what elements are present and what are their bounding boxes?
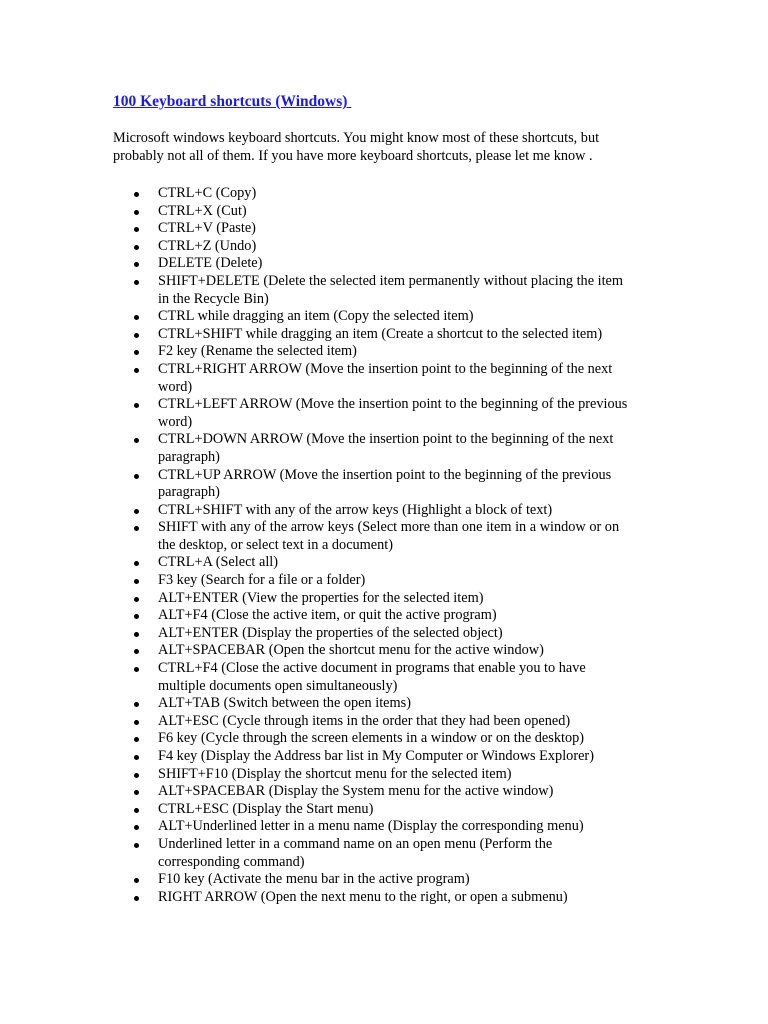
shortcut-list-item (113, 361, 673, 396)
shortcut-list-item (113, 273, 673, 308)
bullet-icon (134, 614, 139, 619)
shortcut-text: ALT+Underlined letter in a menu name (Display the corresponding menu) (158, 818, 584, 835)
shortcut-list-item (113, 220, 673, 238)
shortcut-list-item (113, 396, 673, 431)
shortcut-list (113, 185, 673, 906)
shortcut-text: ALT+SPACEBAR (Open the shortcut menu for the active window) (158, 642, 544, 659)
shortcut-text: ALT+ENTER (View the properties for the selected item) (158, 589, 484, 606)
shortcut-text: CTRL+A (Select all) (158, 554, 279, 571)
shortcut-text: corresponding command) (158, 853, 305, 870)
shortcut-list-item (113, 343, 673, 361)
shortcut-text: ALT+ESC (Cycle through items in the order that they had been opened) (158, 712, 571, 729)
shortcut-list-item (113, 642, 673, 660)
shortcut-list-item (113, 766, 673, 784)
shortcut-text: CTRL+DOWN ARROW (Move the insertion point to the beginning of the next (158, 431, 614, 448)
shortcut-text: SHIFT+F10 (Display the shortcut menu for the selected item) (158, 765, 512, 782)
shortcut-list-item (113, 695, 673, 713)
shortcut-list-item (113, 660, 673, 695)
shortcut-text: F2 key (Rename the selected item) (158, 343, 357, 360)
bullet-icon (134, 368, 139, 373)
shortcut-list-item (113, 871, 673, 889)
shortcut-text: CTRL+UP ARROW (Move the insertion point to the beginning of the previous (158, 466, 612, 483)
shortcut-text: CTRL+RIGHT ARROW (Move the insertion point to the beginning of the next (158, 360, 613, 377)
shortcut-text: F3 key (Search for a file or a folder) (158, 572, 366, 589)
shortcut-list-item (113, 607, 673, 625)
shortcut-list-item (113, 431, 673, 466)
shortcut-list-item (113, 203, 673, 221)
shortcut-text: multiple documents open simultaneously) (158, 677, 398, 694)
shortcut-text: F6 key (Cycle through the screen elements in a window or on the desktop) (158, 730, 585, 747)
shortcut-text: ALT+SPACEBAR (Display the System menu for the active window) (158, 783, 554, 800)
shortcut-text: CTRL+C (Copy) (158, 185, 257, 201)
shortcut-text: the desktop, or select text in a document) (158, 536, 394, 553)
shortcut-list-item (113, 590, 673, 608)
shortcut-text: ALT+ENTER (Display the properties of the selected object) (158, 624, 503, 641)
shortcut-list-item (113, 801, 673, 819)
shortcut-text: ALT+F4 (Close the active item, or quit the active program) (158, 607, 497, 624)
bullet-icon (134, 720, 139, 725)
shortcut-text: word) (158, 378, 193, 395)
bullet-icon (134, 315, 139, 320)
document-title-link[interactable]: 100 Keyboard shortcuts (Windows) (113, 93, 352, 110)
shortcut-text: F4 key (Display the Address bar list in My Computer or Windows Explorer) (158, 748, 594, 764)
shortcut-text: paragraph) (158, 484, 220, 501)
bullet-icon (134, 649, 139, 654)
shortcut-list-item (113, 185, 673, 203)
bullet-icon (134, 843, 139, 848)
shortcut-list-item (113, 238, 673, 256)
bullet-icon (134, 790, 139, 795)
shortcut-text: CTRL+ESC (Display the Start menu) (158, 800, 374, 817)
shortcut-text: word) (158, 413, 193, 430)
bullet-icon (134, 773, 139, 778)
shortcut-list-item (113, 467, 673, 502)
bullet-icon (134, 350, 139, 355)
bullet-icon (134, 808, 139, 813)
shortcut-text: SHIFT+DELETE (Delete the selected item permanently without placing the item (158, 272, 624, 289)
bullet-icon (134, 474, 139, 479)
bullet-icon (134, 632, 139, 637)
shortcut-text: DELETE (Delete) (158, 255, 263, 272)
shortcut-text: CTRL+SHIFT with any of the arrow keys (Highlight a block of text) (158, 501, 553, 518)
bullet-icon (134, 579, 139, 584)
shortcut-list-item (113, 554, 673, 572)
shortcut-list-item (113, 818, 673, 836)
bullet-icon (134, 438, 139, 443)
shortcut-text: CTRL+V (Paste) (158, 220, 256, 237)
shortcut-text: CTRL+Z (Undo) (158, 237, 257, 254)
bullet-icon (134, 667, 139, 672)
shortcut-text: ALT+TAB (Switch between the open items) (158, 695, 411, 712)
shortcut-list-item (113, 519, 673, 554)
bullet-icon (134, 755, 139, 760)
bullet-icon (134, 245, 139, 250)
shortcut-text: CTRL+F4 (Close the active document in programs that enable you to have (158, 660, 586, 677)
shortcut-text: CTRL+SHIFT while dragging an item (Create a shortcut to the selected item) (158, 325, 603, 342)
shortcut-text: CTRL+X (Cut) (158, 202, 247, 219)
shortcut-list-item (113, 255, 673, 273)
shortcut-list-item (113, 889, 673, 907)
shortcut-list-item (113, 625, 673, 643)
bullet-icon (134, 227, 139, 232)
bullet-icon (134, 737, 139, 742)
shortcut-text: CTRL while dragging an item (Copy the selected item) (158, 308, 474, 325)
shortcut-text: SHIFT with any of the arrow keys (Select more than one item in a window or on (158, 519, 620, 536)
intro-line: Microsoft windows keyboard shortcuts. You might know most of these shortcuts, but (113, 130, 600, 146)
shortcut-text: in the Recycle Bin) (158, 290, 269, 307)
shortcut-text: F10 key (Activate the menu bar in the active program) (158, 871, 470, 888)
bullet-icon (134, 509, 139, 514)
bullet-icon (134, 333, 139, 338)
bullet-icon (134, 403, 139, 408)
shortcut-list-item (113, 308, 673, 326)
shortcut-text: Underlined letter in a command name on an open menu (Perform the (158, 835, 553, 852)
shortcut-list-item (113, 730, 673, 748)
shortcut-list-item (113, 748, 673, 766)
bullet-icon (134, 210, 139, 215)
bullet-icon (134, 825, 139, 830)
shortcut-text: CTRL+LEFT ARROW (Move the insertion point to the beginning of the previous (158, 396, 628, 413)
shortcut-list-item (113, 502, 673, 520)
bullet-icon (134, 561, 139, 566)
shortcut-list-item (113, 783, 673, 801)
shortcut-list-item (113, 713, 673, 731)
shortcut-text: RIGHT ARROW (Open the next menu to the right, or open a submenu) (158, 888, 568, 905)
intro-paragraph (113, 130, 653, 165)
bullet-icon (134, 262, 139, 267)
shortcut-text: paragraph) (158, 448, 220, 465)
bullet-icon (134, 192, 139, 197)
bullet-icon (134, 702, 139, 707)
bullet-icon (134, 526, 139, 531)
intro-line: probably not all of them. If you have more keyboard shortcuts, please let me know . (113, 147, 593, 164)
shortcut-list-item (113, 572, 673, 590)
bullet-icon (134, 878, 139, 883)
shortcut-list-item (113, 836, 673, 871)
bullet-icon (134, 280, 139, 285)
bullet-icon (134, 597, 139, 602)
bullet-icon (134, 896, 139, 901)
shortcut-list-item (113, 326, 673, 344)
